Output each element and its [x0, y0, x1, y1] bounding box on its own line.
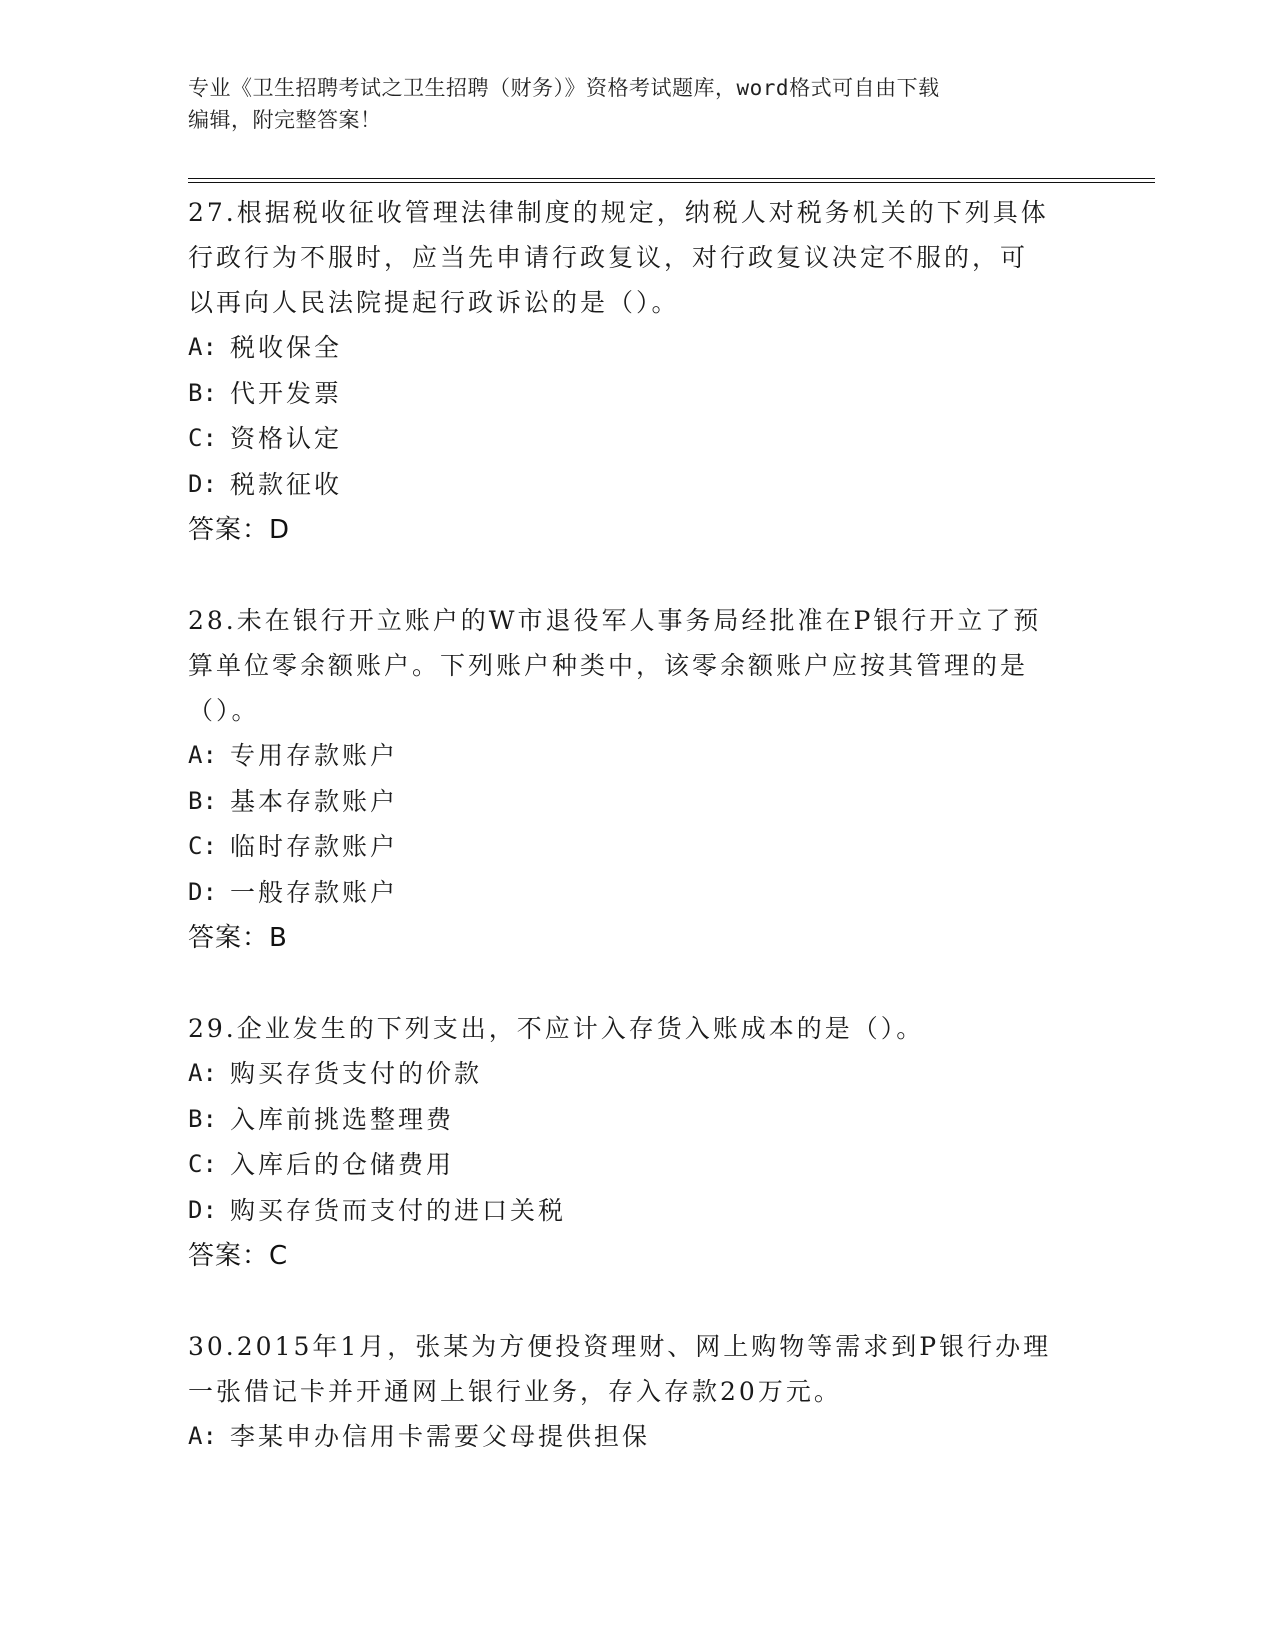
option-a [188, 1051, 1088, 1097]
option-text: 购买存货支付的价款 [230, 1059, 483, 1088]
option-text: 购买存货而支付的进口关税 [230, 1195, 567, 1225]
option-key: D: [188, 469, 217, 498]
header-line-2: 编辑，附完整答案！ [188, 108, 382, 132]
document-header [188, 72, 1068, 136]
question-spacer [188, 961, 1088, 1006]
header-divider-top [188, 178, 1155, 179]
option-key: C: [188, 424, 217, 452]
option-text: 临时存款账户 [230, 832, 399, 861]
option-text: 一般存款账户 [230, 877, 399, 907]
option-c [188, 1142, 1088, 1188]
option-text: 税款征收 [230, 469, 343, 499]
question-stem-line: 行政行为不服时，应当先申请行政复议，对行政复议决定不服的，可 [188, 243, 1029, 272]
option-text: 专用存款账户 [230, 741, 399, 770]
option-text: 税收保全 [230, 333, 343, 362]
option-a [188, 325, 1088, 371]
option-d [188, 462, 1088, 508]
header-line-1: 专业《卫生招聘考试之卫生招聘（财务）》资格考试题库，word格式可自由下载 [188, 76, 940, 100]
option-key: A: [188, 333, 217, 361]
answer-label: 答案：D [188, 515, 291, 545]
option-key: D: [188, 1195, 217, 1224]
option-d [188, 1188, 1088, 1234]
option-c [188, 416, 1088, 462]
option-key: A: [188, 1059, 217, 1087]
option-a [188, 733, 1088, 779]
header-divider-bottom [188, 182, 1155, 183]
option-text: 入库前挑选整理费 [230, 1104, 455, 1134]
option-key: A: [188, 1422, 217, 1450]
option-key: C: [188, 832, 217, 860]
question-28 [188, 598, 1088, 961]
option-key: C: [188, 1150, 217, 1178]
question-stem-line: 29.企业发生的下列支出，不应计入存货入账成本的是（）。 [188, 1014, 925, 1043]
option-key: D: [188, 877, 217, 906]
question-30 [188, 1324, 1088, 1460]
option-key: B: [188, 786, 217, 815]
question-stem-line: 以再向人民法院提起行政诉讼的是（）。 [188, 288, 680, 317]
option-key: B: [188, 1104, 217, 1133]
question-stem-line: 28.未在银行开立账户的W市退役军人事务局经批准在P银行开立了预 [188, 606, 1042, 635]
question-stem-line: （）。 [188, 696, 260, 725]
option-text: 入库后的仓储费用 [230, 1150, 455, 1179]
question-stem-line: 27.根据税收征收管理法律制度的规定，纳税人对税务机关的下列具体 [188, 198, 1049, 227]
option-text: 基本存款账户 [230, 786, 399, 816]
option-text: 代开发票 [230, 378, 343, 408]
answer-label: 答案：C [188, 1241, 289, 1271]
option-d [188, 870, 1088, 916]
option-b [188, 1097, 1088, 1143]
option-b [188, 779, 1088, 825]
option-key: A: [188, 741, 217, 769]
question-list [188, 190, 1088, 1460]
answer-label: 答案：B [188, 923, 288, 953]
question-stem-line: 一张借记卡并开通网上银行业务，存入存款20万元。 [188, 1377, 842, 1406]
question-spacer [188, 1279, 1088, 1324]
option-text: 资格认定 [230, 424, 343, 453]
question-27 [188, 190, 1088, 553]
option-c [188, 824, 1088, 870]
option-text: 李某申办信用卡需要父母提供担保 [230, 1422, 651, 1451]
question-29 [188, 1006, 1088, 1279]
question-stem-line: 30.2015年1月，张某为方便投资理财、网上购物等需求到P银行办理 [188, 1332, 1052, 1361]
question-spacer [188, 553, 1088, 598]
question-stem-line: 算单位零余额账户。下列账户种类中，该零余额账户应按其管理的是 [188, 651, 1029, 680]
option-key: B: [188, 378, 217, 407]
option-a [188, 1414, 1088, 1460]
option-b [188, 371, 1088, 417]
